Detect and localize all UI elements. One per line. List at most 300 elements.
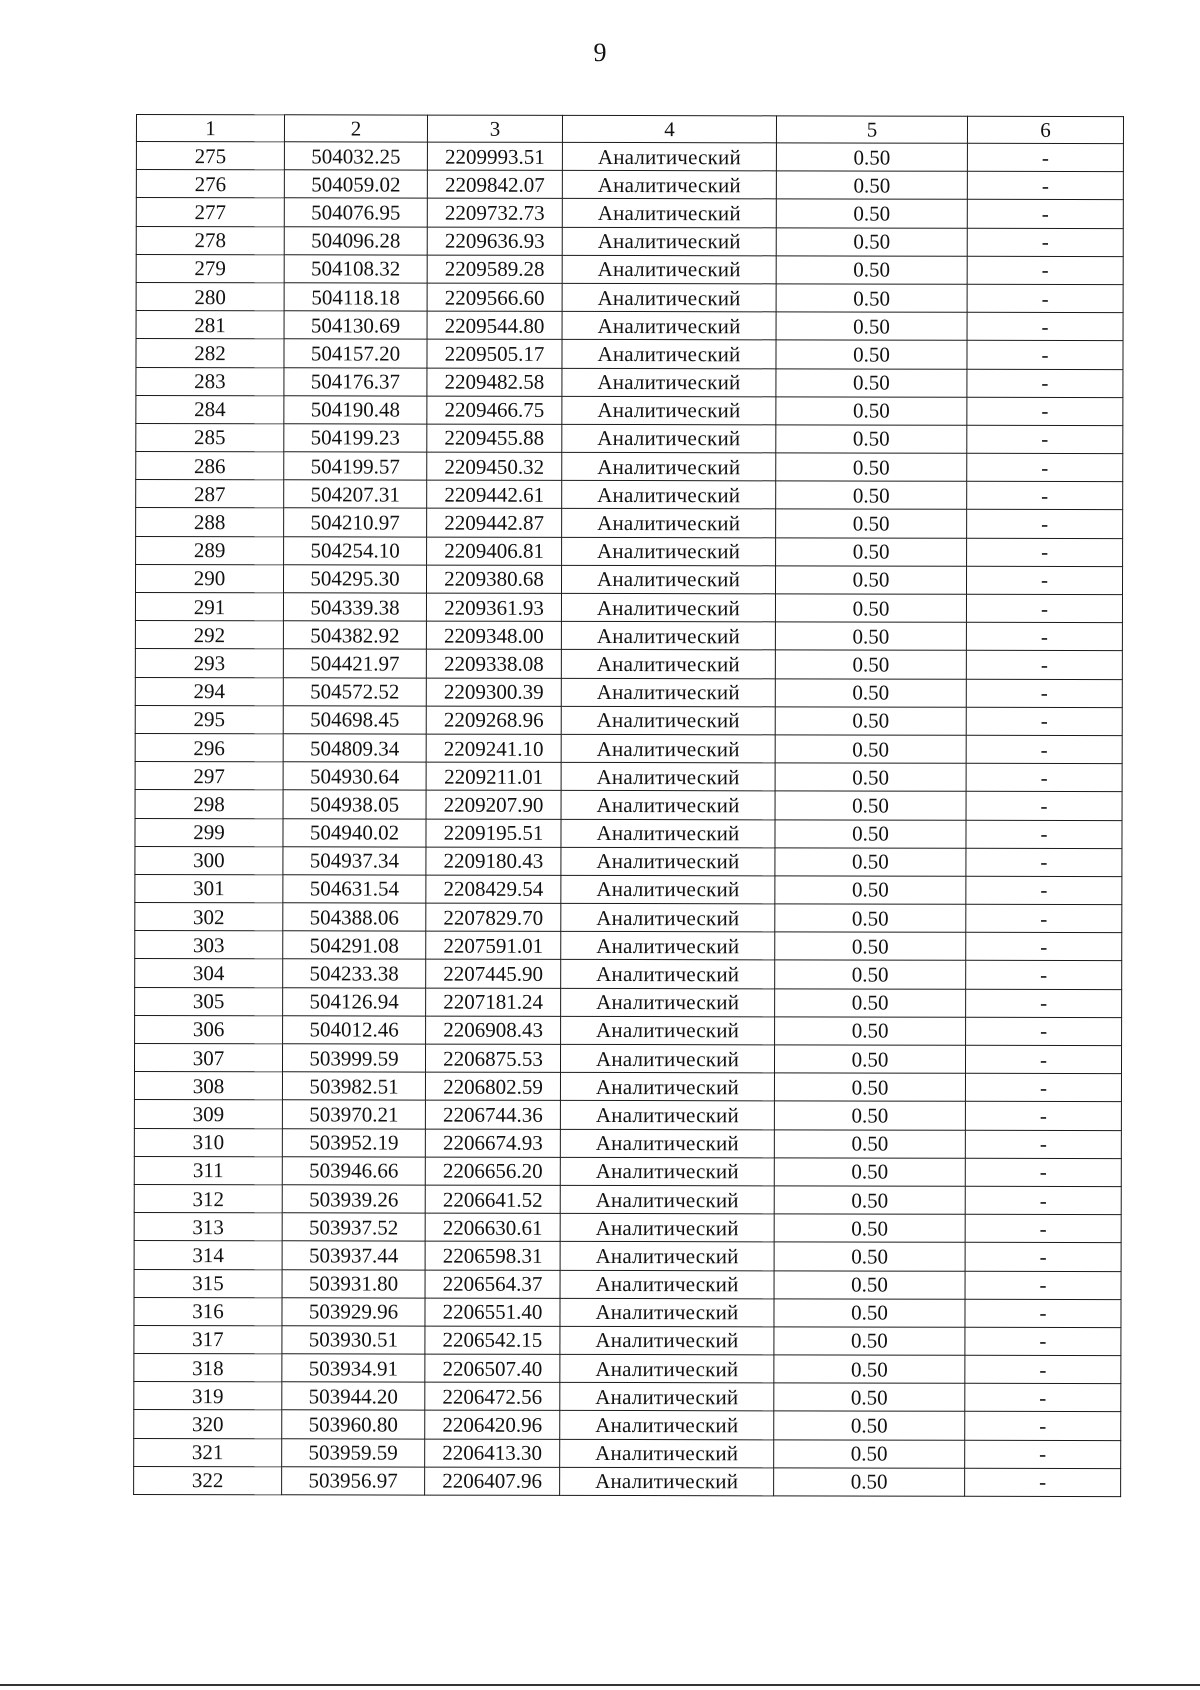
page-bottom-rule (0, 1684, 1200, 1686)
accuracy-cell: 0.50 (776, 143, 967, 172)
point-number-cell: 309 (134, 1100, 282, 1128)
column-header: 1 (136, 115, 284, 142)
point-number-cell: 321 (134, 1438, 282, 1466)
y-coordinate-cell: 2209842.07 (427, 170, 562, 198)
table-row (135, 931, 1122, 961)
description-cell: - (965, 1412, 1121, 1441)
table-row (136, 395, 1123, 425)
point-number-cell: 282 (136, 339, 284, 367)
x-coordinate-cell: 503937.52 (282, 1213, 425, 1241)
table-row (134, 1325, 1121, 1355)
y-coordinate-cell: 2209338.08 (426, 649, 561, 677)
x-coordinate-cell: 504421.97 (283, 649, 426, 677)
table-row (136, 170, 1123, 200)
point-number-cell: 304 (135, 959, 283, 987)
table-row (135, 959, 1122, 989)
y-coordinate-cell: 2206641.52 (425, 1185, 560, 1213)
table-row (135, 1015, 1122, 1045)
table-row (135, 987, 1122, 1017)
method-cell: Аналитический (560, 1411, 774, 1440)
accuracy-cell: 0.50 (774, 1242, 965, 1271)
x-coordinate-cell: 503952.19 (282, 1128, 425, 1156)
table-row (134, 1241, 1121, 1271)
x-coordinate-cell: 503946.66 (282, 1157, 425, 1185)
y-coordinate-cell: 2206875.53 (425, 1044, 560, 1072)
point-number-cell: 301 (135, 874, 283, 902)
method-cell: Аналитический (561, 622, 775, 651)
method-cell: Аналитический (560, 1101, 774, 1130)
y-coordinate-cell: 2206656.20 (425, 1157, 560, 1185)
accuracy-cell: 0.50 (776, 453, 967, 482)
x-coordinate-cell: 504698.45 (283, 706, 426, 734)
method-cell: Аналитический (562, 368, 776, 397)
table-row (135, 762, 1122, 792)
accuracy-cell: 0.50 (776, 199, 967, 228)
accuracy-cell: 0.50 (774, 1158, 965, 1187)
y-coordinate-cell: 2206802.59 (425, 1072, 560, 1100)
column-header: 2 (284, 115, 427, 142)
method-cell: Аналитический (562, 340, 776, 369)
column-header: 6 (967, 116, 1123, 143)
description-cell: - (966, 651, 1122, 680)
y-coordinate-cell: 2206908.43 (426, 1016, 561, 1044)
description-cell: - (966, 679, 1122, 708)
column-header: 4 (562, 115, 776, 142)
y-coordinate-cell: 2209993.51 (427, 142, 562, 170)
point-number-cell: 302 (135, 903, 283, 931)
y-coordinate-cell: 2209241.10 (426, 734, 561, 762)
description-cell: - (965, 1327, 1121, 1356)
point-number-cell: 276 (136, 170, 284, 198)
point-number-cell: 318 (134, 1354, 282, 1382)
accuracy-cell: 0.50 (774, 1186, 965, 1215)
point-number-cell: 306 (135, 1015, 283, 1043)
description-cell: - (965, 1383, 1121, 1412)
method-cell: Аналитический (562, 396, 776, 425)
accuracy-cell: 0.50 (774, 1101, 965, 1130)
method-cell: Аналитический (562, 227, 776, 256)
method-cell: Аналитический (560, 1242, 774, 1271)
x-coordinate-cell: 504339.38 (283, 593, 426, 621)
y-coordinate-cell: 2207445.90 (426, 960, 561, 988)
description-cell: - (967, 341, 1123, 370)
description-cell: - (965, 1440, 1121, 1469)
x-coordinate-cell: 504388.06 (283, 903, 426, 931)
x-coordinate-cell: 503999.59 (282, 1044, 425, 1072)
table-row (135, 649, 1122, 679)
method-cell: Аналитический (561, 932, 775, 961)
accuracy-cell: 0.50 (774, 1327, 965, 1356)
point-number-cell: 307 (134, 1043, 282, 1071)
x-coordinate-cell: 503937.44 (282, 1241, 425, 1269)
method-cell: Аналитический (561, 650, 775, 679)
x-coordinate-cell: 503982.51 (282, 1072, 425, 1100)
table-row (135, 874, 1122, 904)
x-coordinate-cell: 504199.23 (284, 424, 427, 452)
table-row (134, 1156, 1121, 1186)
y-coordinate-cell: 2209442.87 (427, 509, 562, 537)
method-cell: Аналитический (560, 1298, 774, 1327)
table-row (134, 1184, 1121, 1214)
y-coordinate-cell: 2209466.75 (427, 396, 562, 424)
x-coordinate-cell: 504295.30 (283, 565, 426, 593)
accuracy-cell: 0.50 (776, 425, 967, 454)
method-cell: Аналитический (561, 1016, 775, 1045)
table-row (135, 846, 1122, 876)
accuracy-cell: 0.50 (775, 763, 966, 792)
y-coordinate-cell: 2206407.96 (425, 1467, 560, 1495)
table-row (136, 423, 1123, 453)
y-coordinate-cell: 2209566.60 (427, 283, 562, 311)
description-cell: - (967, 228, 1123, 257)
method-cell: Аналитический (560, 1439, 774, 1468)
table-row (136, 311, 1123, 341)
accuracy-cell: 0.50 (774, 1299, 965, 1328)
description-cell: - (967, 369, 1123, 398)
accuracy-cell: 0.50 (776, 340, 967, 369)
y-coordinate-cell: 2209450.32 (427, 452, 562, 480)
method-cell: Аналитический (561, 734, 775, 763)
description-cell: - (966, 876, 1122, 905)
x-coordinate-cell: 504210.97 (284, 508, 427, 536)
accuracy-cell: 0.50 (775, 566, 966, 595)
description-cell: - (965, 1468, 1121, 1497)
page-number: 9 (593, 38, 607, 67)
y-coordinate-cell: 2209361.93 (426, 593, 561, 621)
x-coordinate-cell: 504382.92 (283, 621, 426, 649)
point-number-cell: 299 (135, 818, 283, 846)
description-cell: - (967, 143, 1123, 172)
y-coordinate-cell: 2209732.73 (427, 198, 562, 226)
y-coordinate-cell: 2209505.17 (427, 339, 562, 367)
method-cell: Аналитический (561, 988, 775, 1017)
accuracy-cell: 0.50 (776, 397, 967, 426)
accuracy-cell: 0.50 (774, 1411, 965, 1440)
accuracy-cell: 0.50 (774, 1073, 965, 1102)
x-coordinate-cell: 504108.32 (284, 255, 427, 283)
method-cell: Аналитический (561, 875, 775, 904)
description-cell: - (965, 1073, 1121, 1102)
table-row (136, 508, 1123, 538)
point-number-cell: 314 (134, 1241, 282, 1269)
method-cell: Аналитический (561, 903, 775, 932)
point-number-cell: 279 (136, 254, 284, 282)
x-coordinate-cell: 503939.26 (282, 1185, 425, 1213)
y-coordinate-cell: 2209636.93 (427, 227, 562, 255)
point-number-cell: 281 (136, 311, 284, 339)
accuracy-cell: 0.50 (775, 904, 966, 933)
point-number-cell: 283 (136, 367, 284, 395)
method-cell: Аналитический (561, 763, 775, 792)
y-coordinate-cell: 2208429.54 (426, 875, 561, 903)
point-number-cell: 320 (134, 1410, 282, 1438)
x-coordinate-cell: 504631.54 (283, 875, 426, 903)
point-number-cell: 277 (136, 198, 284, 226)
point-number-cell: 286 (136, 452, 284, 480)
accuracy-cell: 0.50 (776, 256, 967, 285)
table-row (135, 593, 1122, 623)
table-row (135, 621, 1122, 651)
table-row (136, 339, 1123, 369)
accuracy-cell: 0.50 (775, 791, 966, 820)
accuracy-cell: 0.50 (776, 368, 967, 397)
point-number-cell: 278 (136, 226, 284, 254)
description-cell: - (966, 792, 1122, 821)
y-coordinate-cell: 2209482.58 (427, 368, 562, 396)
description-cell: - (967, 510, 1123, 539)
description-cell: - (967, 425, 1123, 454)
accuracy-cell: 0.50 (775, 848, 966, 877)
y-coordinate-cell: 2206420.96 (425, 1411, 560, 1439)
point-number-cell: 312 (134, 1184, 282, 1212)
accuracy-cell: 0.50 (776, 312, 967, 341)
y-coordinate-cell: 2209589.28 (427, 255, 562, 283)
x-coordinate-cell: 504291.08 (283, 931, 426, 959)
x-coordinate-cell: 504126.94 (283, 987, 426, 1015)
table-row (136, 452, 1123, 482)
y-coordinate-cell: 2209300.39 (426, 678, 561, 706)
x-coordinate-cell: 504930.64 (283, 762, 426, 790)
description-cell: - (967, 200, 1123, 229)
y-coordinate-cell: 2209348.00 (426, 621, 561, 649)
description-cell: - (967, 481, 1123, 510)
description-cell: - (966, 848, 1122, 877)
y-coordinate-cell: 2207591.01 (426, 931, 561, 959)
point-number-cell: 313 (134, 1213, 282, 1241)
method-cell: Аналитический (562, 199, 776, 228)
x-coordinate-cell: 504572.52 (283, 677, 426, 705)
description-cell: - (966, 1017, 1122, 1046)
x-coordinate-cell: 504940.02 (283, 818, 426, 846)
x-coordinate-cell: 503956.97 (282, 1467, 425, 1495)
description-cell: - (966, 932, 1122, 961)
x-coordinate-cell: 504118.18 (284, 283, 427, 311)
y-coordinate-cell: 2206507.40 (425, 1354, 560, 1382)
method-cell: Аналитический (562, 424, 776, 453)
table-row (136, 226, 1123, 256)
accuracy-cell: 0.50 (776, 537, 967, 566)
method-cell: Аналитический (561, 565, 775, 594)
table-row (136, 282, 1123, 312)
x-coordinate-cell: 504199.57 (284, 452, 427, 480)
y-coordinate-cell: 2209211.01 (426, 762, 561, 790)
table-row (135, 733, 1122, 763)
point-number-cell: 292 (135, 621, 283, 649)
x-coordinate-cell: 504809.34 (283, 734, 426, 762)
point-number-cell: 294 (135, 677, 283, 705)
table-row (136, 480, 1123, 510)
accuracy-cell: 0.50 (774, 1214, 965, 1243)
table-row (135, 818, 1122, 848)
description-cell: - (966, 763, 1122, 792)
table-row (134, 1269, 1121, 1299)
x-coordinate-cell: 504130.69 (284, 311, 427, 339)
x-coordinate-cell: 504012.46 (283, 1016, 426, 1044)
description-cell: - (967, 453, 1123, 482)
y-coordinate-cell: 2206630.61 (425, 1213, 560, 1241)
point-number-cell: 300 (135, 846, 283, 874)
method-cell: Аналитический (560, 1073, 774, 1102)
column-header: 5 (776, 116, 967, 143)
y-coordinate-cell: 2206564.37 (425, 1270, 560, 1298)
description-cell: - (965, 1299, 1121, 1328)
y-coordinate-cell: 2209268.96 (426, 706, 561, 734)
y-coordinate-cell: 2206744.36 (425, 1100, 560, 1128)
description-cell: - (965, 1158, 1121, 1187)
table-row (134, 1213, 1121, 1243)
accuracy-cell: 0.50 (776, 284, 967, 313)
x-coordinate-cell: 504937.34 (283, 846, 426, 874)
accuracy-cell: 0.50 (775, 1017, 966, 1046)
description-cell: - (967, 312, 1123, 341)
table-row (136, 254, 1123, 284)
description-cell: - (966, 820, 1122, 849)
table-row (135, 790, 1122, 820)
point-number-cell: 317 (134, 1325, 282, 1353)
point-number-cell: 280 (136, 282, 284, 310)
x-coordinate-cell: 504076.95 (284, 198, 427, 226)
method-cell: Аналитический (560, 1326, 774, 1355)
description-cell: - (966, 566, 1122, 595)
point-number-cell: 297 (135, 762, 283, 790)
table-row (135, 903, 1122, 933)
y-coordinate-cell: 2209455.88 (427, 424, 562, 452)
x-coordinate-cell: 503930.51 (282, 1326, 425, 1354)
accuracy-cell: 0.50 (775, 678, 966, 707)
description-cell: - (965, 1355, 1121, 1384)
point-number-cell: 315 (134, 1269, 282, 1297)
point-number-cell: 308 (134, 1072, 282, 1100)
method-cell: Аналитический (561, 819, 775, 848)
y-coordinate-cell: 2209180.43 (426, 847, 561, 875)
method-cell: Аналитический (561, 678, 775, 707)
point-number-cell: 293 (135, 649, 283, 677)
y-coordinate-cell: 2207181.24 (426, 988, 561, 1016)
description-cell: - (967, 284, 1123, 313)
method-cell: Аналитический (560, 1383, 774, 1412)
x-coordinate-cell: 504157.20 (284, 339, 427, 367)
method-cell: Аналитический (562, 312, 776, 341)
table-row (134, 1100, 1121, 1130)
table-row (135, 564, 1122, 594)
accuracy-cell: 0.50 (775, 735, 966, 764)
point-number-cell: 275 (136, 142, 284, 170)
table-row (135, 705, 1122, 735)
method-cell: Аналитический (562, 509, 776, 538)
description-cell: - (967, 256, 1123, 285)
y-coordinate-cell: 2206551.40 (425, 1298, 560, 1326)
description-cell: - (965, 1271, 1121, 1300)
description-cell: - (965, 1243, 1121, 1272)
accuracy-cell: 0.50 (774, 1383, 965, 1412)
y-coordinate-cell: 2209207.90 (426, 790, 561, 818)
accuracy-cell: 0.50 (775, 594, 966, 623)
point-number-cell: 285 (136, 423, 284, 451)
method-cell: Аналитический (560, 1467, 774, 1496)
table-row (134, 1297, 1121, 1327)
method-cell: Аналитический (561, 791, 775, 820)
description-cell: - (965, 1186, 1121, 1215)
accuracy-cell: 0.50 (776, 509, 967, 538)
y-coordinate-cell: 2206413.30 (425, 1439, 560, 1467)
x-coordinate-cell: 504938.05 (283, 790, 426, 818)
table-row (134, 1128, 1121, 1158)
accuracy-cell: 0.50 (776, 227, 967, 256)
accuracy-cell: 0.50 (774, 1355, 965, 1384)
x-coordinate-cell: 504254.10 (284, 536, 427, 564)
accuracy-cell: 0.50 (775, 707, 966, 736)
x-coordinate-cell: 504096.28 (284, 226, 427, 254)
accuracy-cell: 0.50 (774, 1270, 965, 1299)
table-row (135, 677, 1122, 707)
description-cell: - (965, 1102, 1121, 1131)
method-cell: Аналитический (561, 847, 775, 876)
description-cell: - (966, 904, 1122, 933)
y-coordinate-cell: 2209544.80 (427, 311, 562, 339)
point-number-cell: 322 (134, 1466, 282, 1494)
table-row (134, 1466, 1121, 1496)
description-cell: - (966, 622, 1122, 651)
x-coordinate-cell: 503944.20 (282, 1382, 425, 1410)
point-number-cell: 289 (136, 536, 284, 564)
accuracy-cell: 0.50 (774, 1045, 965, 1074)
x-coordinate-cell: 504032.25 (284, 142, 427, 170)
method-cell: Аналитический (560, 1270, 774, 1299)
point-number-cell: 311 (134, 1156, 282, 1184)
point-number-cell: 287 (136, 480, 284, 508)
method-cell: Аналитический (560, 1044, 774, 1073)
description-cell: - (966, 735, 1122, 764)
method-cell: Аналитический (560, 1354, 774, 1383)
x-coordinate-cell: 504176.37 (284, 367, 427, 395)
method-cell: Аналитический (560, 1214, 774, 1243)
method-cell: Аналитический (560, 1129, 774, 1158)
description-cell: - (967, 397, 1123, 426)
accuracy-cell: 0.50 (775, 622, 966, 651)
description-cell: - (965, 1045, 1121, 1074)
point-number-cell: 296 (135, 733, 283, 761)
accuracy-cell: 0.50 (775, 819, 966, 848)
x-coordinate-cell: 504207.31 (284, 480, 427, 508)
method-cell: Аналитический (561, 593, 775, 622)
accuracy-cell: 0.50 (775, 988, 966, 1017)
column-header: 3 (427, 115, 562, 142)
x-coordinate-cell: 503960.80 (282, 1410, 425, 1438)
table-header-row (136, 115, 1123, 144)
x-coordinate-cell: 504233.38 (283, 959, 426, 987)
table-row (134, 1438, 1121, 1468)
description-cell: - (965, 1130, 1121, 1159)
method-cell: Аналитический (562, 283, 776, 312)
description-cell: - (967, 171, 1123, 200)
point-number-cell: 295 (135, 705, 283, 733)
y-coordinate-cell: 2206598.31 (425, 1241, 560, 1269)
y-coordinate-cell: 2209380.68 (426, 565, 561, 593)
method-cell: Аналитический (561, 960, 775, 989)
description-cell: - (966, 594, 1122, 623)
description-cell: - (965, 1214, 1121, 1243)
point-number-cell: 290 (135, 564, 283, 592)
x-coordinate-cell: 504059.02 (284, 170, 427, 198)
method-cell: Аналитический (560, 1185, 774, 1214)
x-coordinate-cell: 503931.80 (282, 1269, 425, 1297)
accuracy-cell: 0.50 (776, 171, 967, 200)
y-coordinate-cell: 2207829.70 (426, 903, 561, 931)
point-number-cell: 288 (136, 508, 284, 536)
accuracy-cell: 0.50 (774, 1468, 965, 1497)
table-row (134, 1410, 1121, 1440)
point-number-cell: 284 (136, 395, 284, 423)
